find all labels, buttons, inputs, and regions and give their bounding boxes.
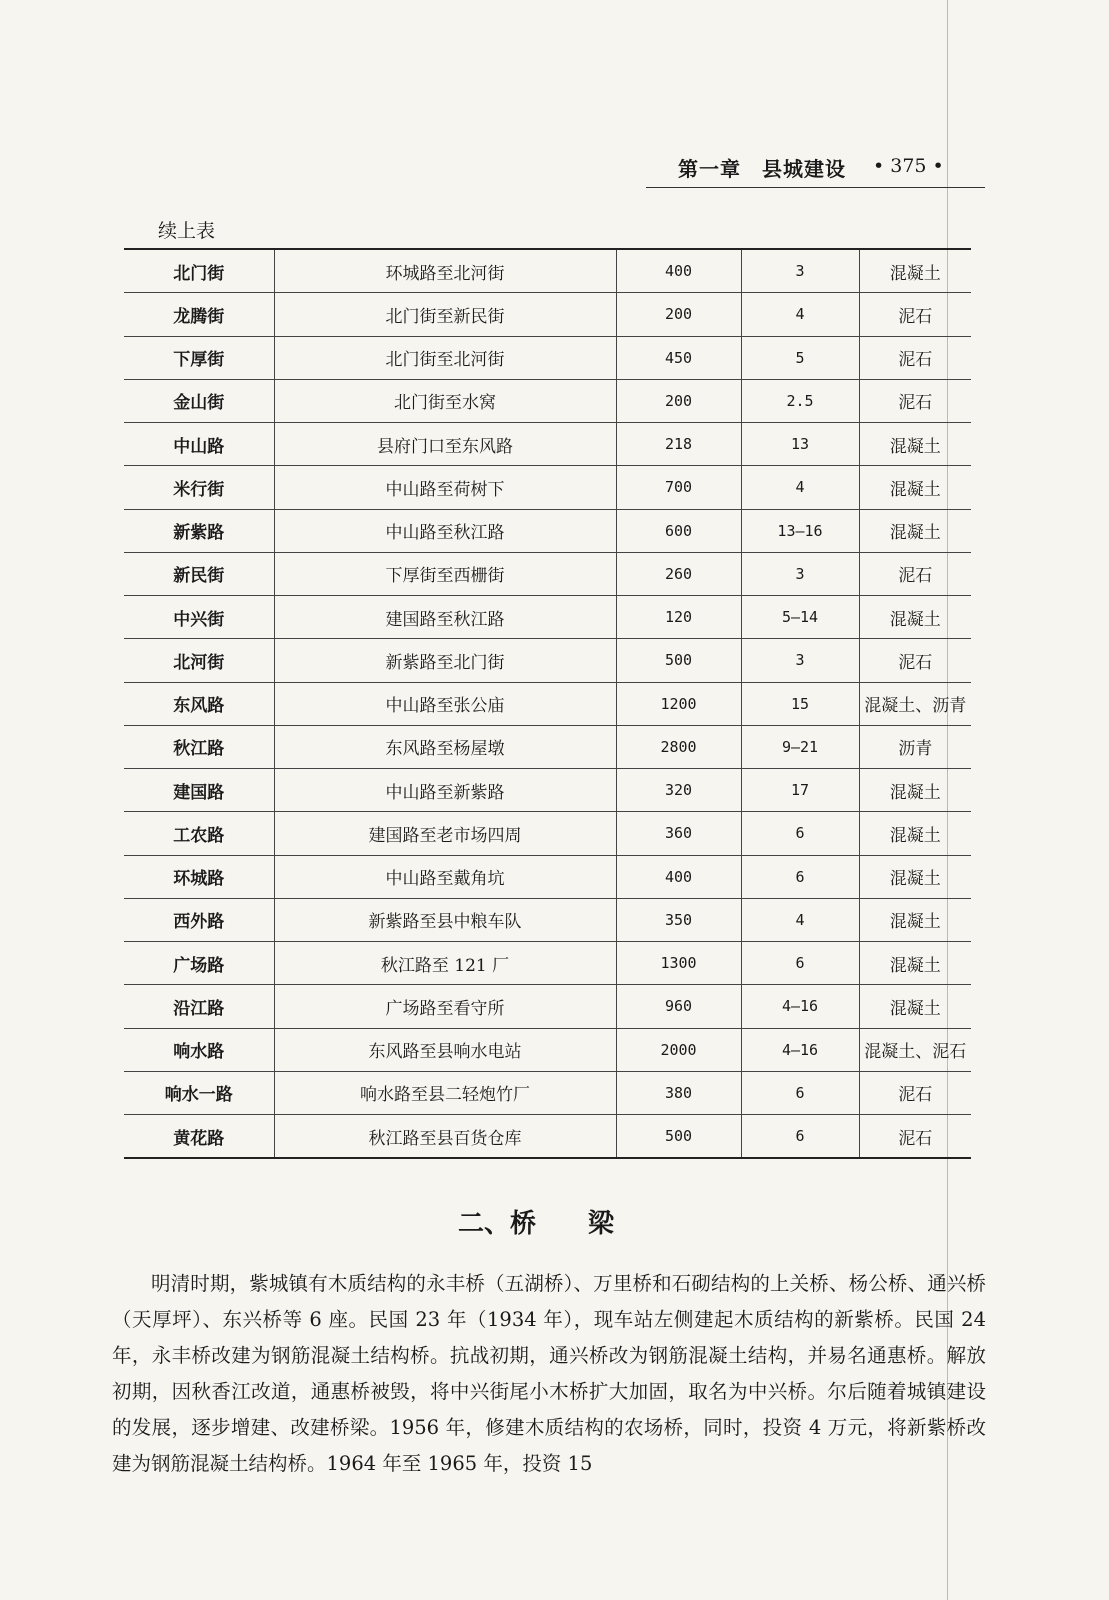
surface-cell: 混凝土 [859,855,971,898]
length-cell: 960 [616,985,741,1028]
surface-cell: 混凝土 [859,942,971,985]
width-cell: 6 [741,812,859,855]
surface-cell: 混凝土 [859,423,971,466]
width-cell: 17 [741,769,859,812]
table-row [124,423,971,466]
street-name-cell: 新民街 [124,552,274,595]
street-name-cell: 工农路 [124,812,274,855]
length-cell: 2800 [616,725,741,768]
width-cell: 4—16 [741,985,859,1028]
street-name-cell: 中兴街 [124,596,274,639]
road-section-cell: 建国路至秋江路 [274,596,616,639]
width-cell: 3 [741,249,859,293]
width-cell: 3 [741,639,859,682]
width-cell: 2.5 [741,379,859,422]
width-cell: 13 [741,423,859,466]
road-table [124,248,971,1159]
table-row [124,812,971,855]
body-paragraph: 明清时期，紫城镇有木质结构的永丰桥（五湖桥）、万里桥和石砌结构的上关桥、杨公桥、通兴桥（天厚坪）、东兴桥等 6 座。民国 23 年（1934 年），现车站左侧建起木质结构的新紫桥。民国 24 年，永丰桥改建为钢筋混凝土结构桥。抗战初期，通兴桥改为钢筋混凝土结构，并易名通惠桥。解放初期，因秋香江改道，通惠桥被毁，将中兴街尾小木桥扩大加固，取名为中兴桥。尔后随着城镇建设的发展，逐步增建、改建桥梁。1956 年，修建木质结构的农场桥，同时，投资 4 万元，将新紫桥改建为钢筋混凝土结构桥。1964 年至 1965 年，投资 15 [112,1272,986,1475]
length-cell: 260 [616,552,741,595]
surface-cell: 混凝土 [859,466,971,509]
surface-cell: 混凝土 [859,898,971,941]
road-section-cell: 广场路至看守所 [274,985,616,1028]
street-name-cell: 新紫路 [124,509,274,552]
length-cell: 218 [616,423,741,466]
street-name-cell: 东风路 [124,682,274,725]
street-name-cell: 黄花路 [124,1115,274,1159]
width-cell: 4—16 [741,1028,859,1071]
width-cell: 15 [741,682,859,725]
length-cell: 1200 [616,682,741,725]
width-cell: 6 [741,942,859,985]
table-row [124,293,971,336]
road-section-cell: 北门街至北河街 [274,336,616,379]
road-section-cell: 中山路至秋江路 [274,509,616,552]
road-section-cell: 东风路至杨屋墩 [274,725,616,768]
road-section-cell: 中山路至荷树下 [274,466,616,509]
road-section-cell: 中山路至戴角坑 [274,855,616,898]
length-cell: 600 [616,509,741,552]
length-cell: 380 [616,1071,741,1114]
street-name-cell: 北门街 [173,263,225,284]
table-row [124,1115,971,1159]
table-row [124,509,971,552]
street-name-cell: 中山路 [124,423,274,466]
width-cell: 5—14 [741,596,859,639]
length-cell: 1300 [616,942,741,985]
table-row [124,855,971,898]
surface-cell: 混凝土、沥青 [859,682,971,725]
road-section-cell: 北门街至新民街 [274,293,616,336]
surface-cell: 混凝土 [859,249,971,293]
surface-cell: 混凝土 [859,596,971,639]
width-cell: 6 [741,855,859,898]
table-row [124,639,971,682]
surface-cell: 沥青 [859,725,971,768]
surface-cell: 泥石 [859,1071,971,1114]
surface-cell: 混凝土 [859,509,971,552]
table-row [124,682,971,725]
width-cell: 4 [741,898,859,941]
table-row [124,596,971,639]
width-cell: 6 [741,1071,859,1114]
street-name-cell: 秋江路 [124,725,274,768]
table-row [124,1028,971,1071]
street-name-cell: 响水一路 [124,1071,274,1114]
road-section-cell: 县府门口至东风路 [274,423,616,466]
street-name-cell: 龙腾街 [124,293,274,336]
table-row [124,942,971,985]
surface-cell: 泥石 [859,293,971,336]
table-row [124,336,971,379]
road-section-cell: 秋江路至县百货仓库 [274,1115,616,1159]
length-cell: 400 [616,855,741,898]
road-section-cell: 环城路至北河街 [274,249,616,293]
surface-cell: 混凝土 [859,812,971,855]
length-cell: 700 [616,466,741,509]
length-cell: 400 [616,249,741,293]
length-cell: 450 [616,336,741,379]
surface-cell: 泥石 [859,336,971,379]
width-cell: 6 [741,1115,859,1159]
road-section-cell: 响水路至县二轻炮竹厂 [274,1071,616,1114]
running-header [646,150,985,188]
street-name-cell: 沿江路 [124,985,274,1028]
table-row [124,898,971,941]
street-name-cell: 环城路 [124,855,274,898]
street-name-cell: 西外路 [124,898,274,941]
section-title: 二、桥 梁 [458,1209,615,1239]
table-row [124,725,971,768]
length-cell: 320 [616,769,741,812]
surface-cell: 泥石 [859,1115,971,1159]
street-name-cell: 北河街 [124,639,274,682]
table-row [124,769,971,812]
street-name-cell: 下厚街 [124,336,274,379]
chapter-title: 第一章 县城建设 [678,157,846,181]
table-row [124,552,971,595]
street-name-cell: 响水路 [124,1028,274,1071]
width-cell: 4 [741,293,859,336]
street-name-cell: 建国路 [124,769,274,812]
length-cell: 350 [616,898,741,941]
length-cell: 2000 [616,1028,741,1071]
length-cell: 120 [616,596,741,639]
road-section-cell: 秋江路至 121 厂 [274,942,616,985]
length-cell: 200 [616,293,741,336]
road-section-cell: 新紫路至县中粮车队 [274,898,616,941]
surface-cell: 混凝土 [859,769,971,812]
width-cell: 13—16 [741,509,859,552]
table-continuation-label: 续上表 [158,220,216,242]
road-section-cell: 中山路至新紫路 [274,769,616,812]
street-name-cell: 米行街 [124,466,274,509]
surface-cell: 混凝土 [859,985,971,1028]
surface-cell: 泥石 [859,379,971,422]
width-cell: 5 [741,336,859,379]
page-number: • 375 • [873,155,944,177]
road-section-cell: 北门街至水窝 [274,379,616,422]
road-section-cell: 中山路至张公庙 [274,682,616,725]
length-cell: 200 [616,379,741,422]
table-row [124,1071,971,1114]
length-cell: 500 [616,639,741,682]
road-section-cell: 下厚街至西栅街 [274,552,616,595]
length-cell: 500 [616,1115,741,1159]
width-cell: 4 [741,466,859,509]
surface-cell: 泥石 [859,639,971,682]
width-cell: 3 [741,552,859,595]
table-row [124,249,971,293]
road-section-cell: 建国路至老市场四周 [274,812,616,855]
road-table-body [124,249,971,1158]
road-section-cell: 东风路至县响水电站 [274,1028,616,1071]
table-row [124,985,971,1028]
street-name-cell: 广场路 [124,942,274,985]
table-row [124,379,971,422]
width-cell: 9—21 [741,725,859,768]
street-name-cell: 金山街 [124,379,274,422]
length-cell: 360 [616,812,741,855]
surface-cell: 泥石 [859,552,971,595]
table-row [124,466,971,509]
surface-cell: 混凝土、泥石 [859,1028,971,1071]
road-section-cell: 新紫路至北门街 [274,639,616,682]
